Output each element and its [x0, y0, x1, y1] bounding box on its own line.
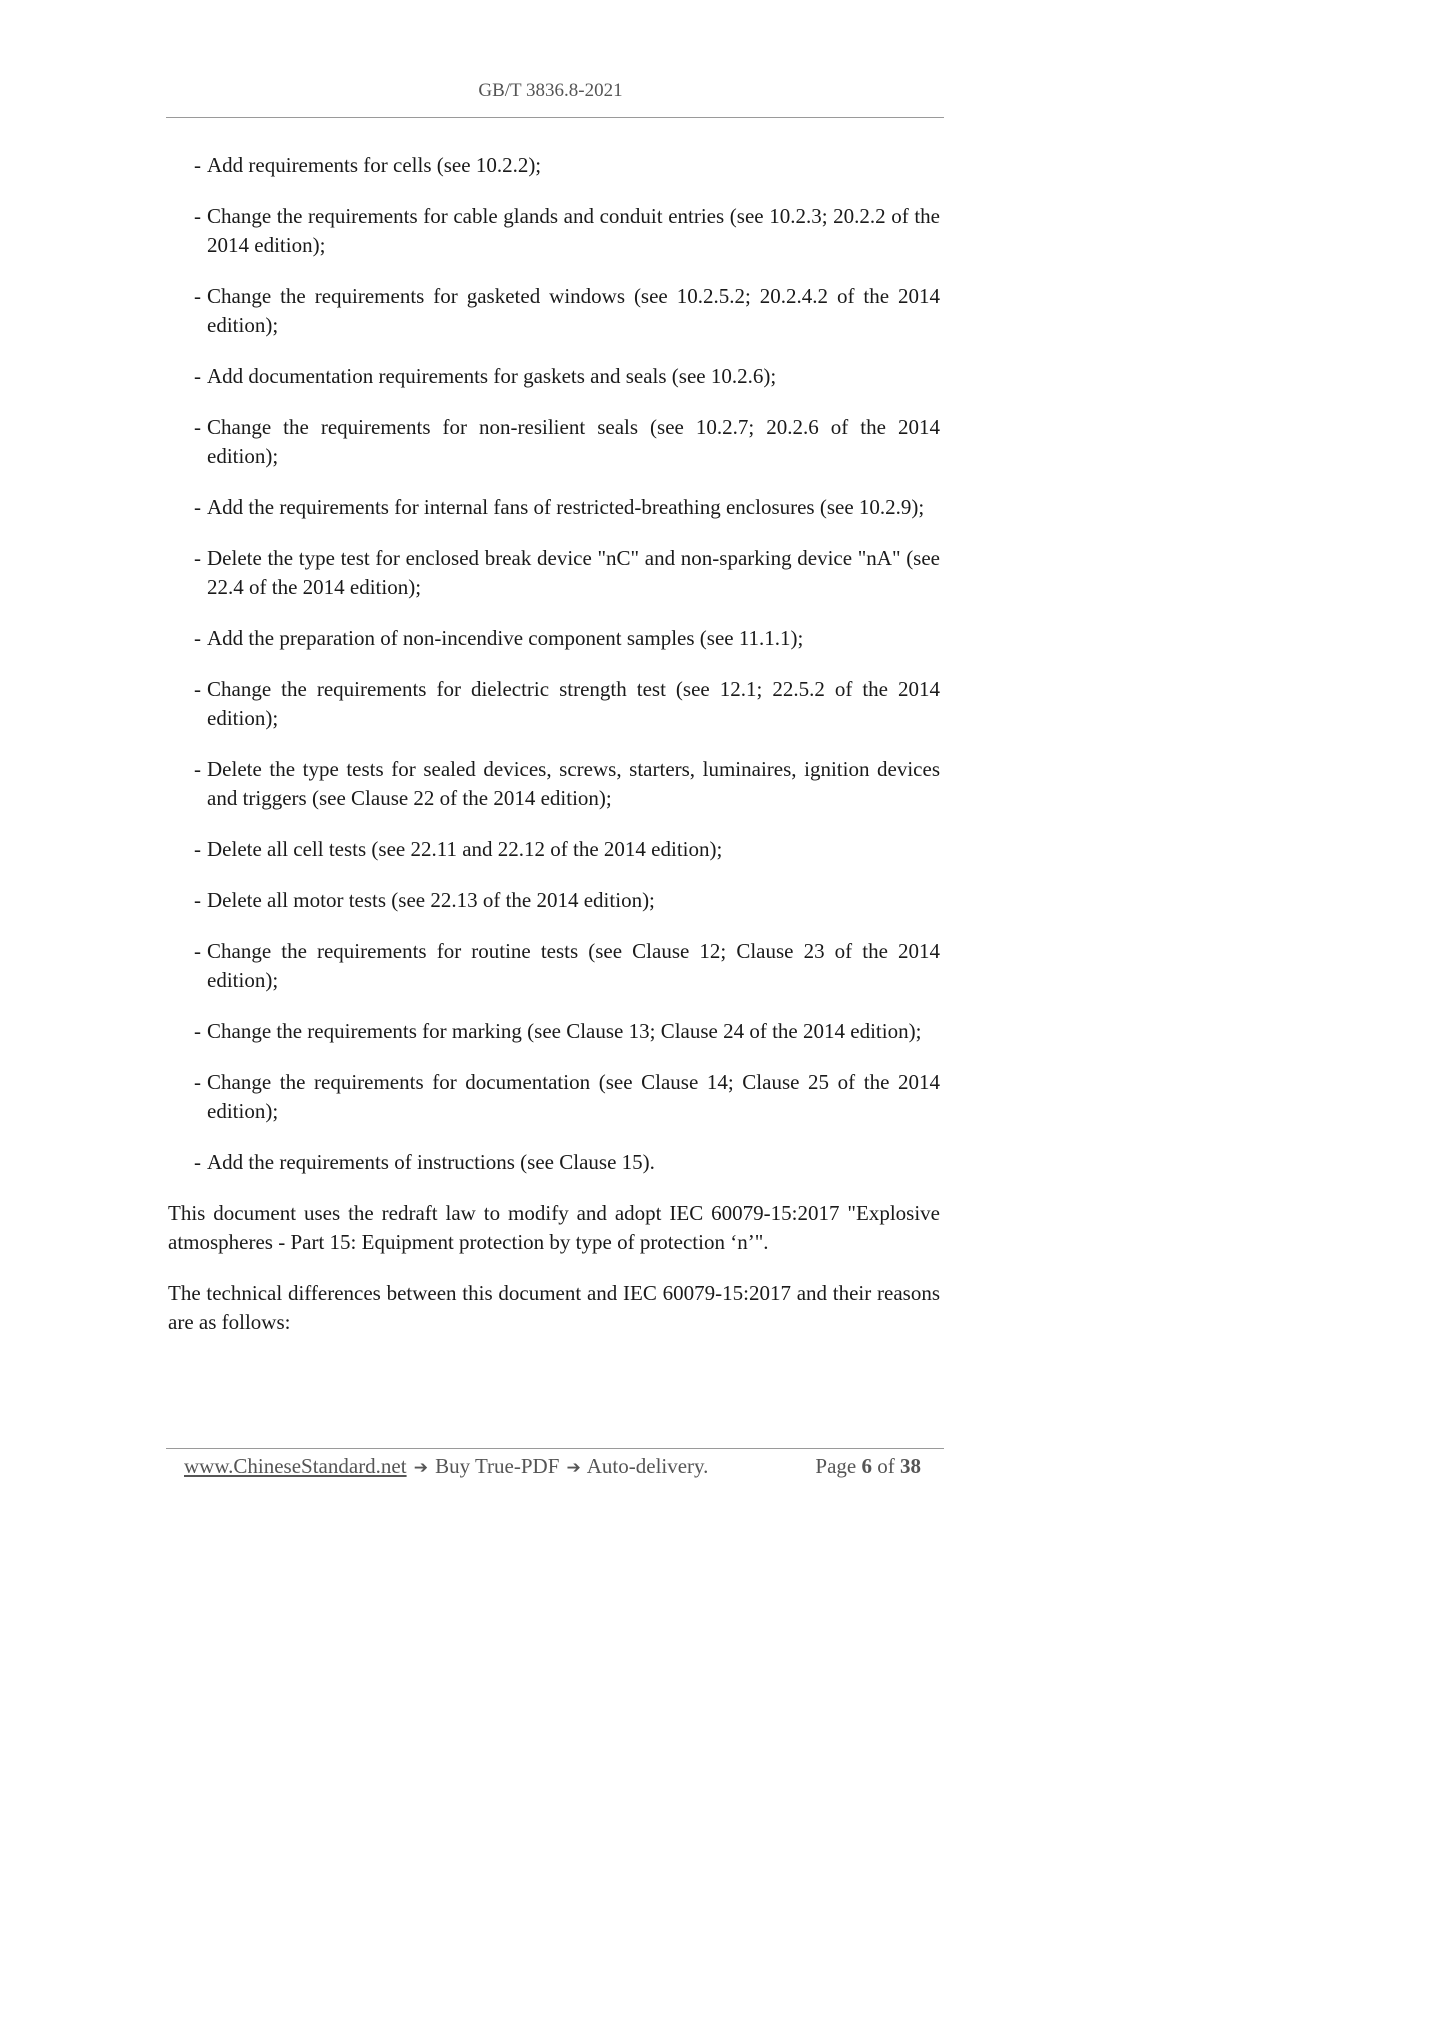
list-item — [168, 362, 940, 391]
bullet-dash: - — [194, 153, 201, 177]
list-item-text: Change the requirements for cable glands and conduit entries (see 10.2.3; 20.2.2 of the 2014 edition); — [207, 204, 940, 257]
list-item — [168, 937, 940, 995]
bullet-dash: - — [194, 939, 201, 963]
bullet-dash: - — [194, 837, 201, 861]
page-number — [815, 1451, 921, 1481]
list-item-text: Delete the type tests for sealed devices, screws, starters, luminaires, ignition devices and triggers (see Clause 22 of the 2014 edition); — [207, 757, 940, 810]
right-arrow-icon: ➔ — [566, 1458, 581, 1478]
header-divider — [166, 117, 944, 118]
footer-step-buy: Buy True-PDF — [435, 1454, 560, 1478]
bullet-dash: - — [194, 757, 201, 781]
list-item — [168, 493, 940, 522]
bullet-dash: - — [194, 495, 201, 519]
right-arrow-icon: ➔ — [413, 1458, 428, 1478]
main-content — [168, 151, 940, 1359]
list-item — [168, 1148, 940, 1177]
list-item — [168, 675, 940, 733]
list-item — [168, 624, 940, 653]
page-of-label: of — [877, 1454, 895, 1478]
body-paragraph: This document uses the redraft law to modify and adopt IEC 60079-15:2017 "Explosive atmospheres - Part 15: Equipment protection by type of protection ‘n’". — [168, 1201, 940, 1254]
list-item — [168, 1017, 940, 1046]
list-item — [168, 835, 940, 864]
list-item — [168, 886, 940, 915]
bullet-dash: - — [194, 364, 201, 388]
list-item — [168, 202, 940, 260]
page-footer — [184, 1451, 924, 1481]
list-item-text: Change the requirements for routine tests (see Clause 12; Clause 23 of the 2014 edition); — [207, 939, 940, 992]
footer-promo — [184, 1451, 708, 1483]
page-label: Page — [815, 1454, 857, 1478]
list-item — [168, 282, 940, 340]
bullet-dash: - — [194, 677, 201, 701]
list-item-text: Change the requirements for gasketed windows (see 10.2.5.2; 20.2.4.2 of the 2014 edition); — [207, 284, 940, 337]
list-item — [168, 1068, 940, 1126]
bullet-dash: - — [194, 546, 201, 570]
page-current: 6 — [861, 1454, 872, 1478]
bullet-dash: - — [194, 415, 201, 439]
list-item — [168, 413, 940, 471]
bullet-dash: - — [194, 204, 201, 228]
list-item-text: Delete all motor tests (see 22.13 of the 2014 edition); — [207, 888, 655, 912]
bullet-dash: - — [194, 626, 201, 650]
bullet-dash: - — [194, 1070, 201, 1094]
site-link[interactable]: www.ChineseStandard.net — [184, 1454, 407, 1478]
list-item-text: Delete the type test for enclosed break device "nC" and non-sparking device "nA" (see 22.4 of the 2014 edition); — [207, 546, 940, 599]
list-item-text: Change the requirements for documentation (see Clause 14; Clause 25 of the 2014 edition); — [207, 1070, 940, 1123]
list-item — [168, 755, 940, 813]
list-item-text: Change the requirements for marking (see Clause 13; Clause 24 of the 2014 edition); — [207, 1019, 922, 1043]
footer-divider — [166, 1448, 944, 1449]
bullet-dash: - — [194, 284, 201, 308]
list-item-text: Change the requirements for dielectric strength test (see 12.1; 22.5.2 of the 2014 edition); — [207, 677, 940, 730]
list-item — [168, 151, 940, 180]
page-total: 38 — [900, 1454, 921, 1478]
list-item-text: Add the requirements for internal fans of restricted-breathing enclosures (see 10.2.9); — [207, 495, 925, 519]
list-item-text: Add requirements for cells (see 10.2.2); — [207, 153, 542, 177]
list-item-text: Delete all cell tests (see 22.11 and 22.12 of the 2014 edition); — [207, 837, 723, 861]
document-id-header: GB/T 3836.8-2021 — [478, 80, 623, 101]
bullet-dash: - — [194, 1019, 201, 1043]
list-item-text: Add the requirements of instructions (see Clause 15). — [207, 1150, 655, 1174]
body-paragraph: The technical differences between this document and IEC 60079-15:2017 and their reasons are as follows: — [168, 1281, 940, 1334]
bullet-dash: - — [194, 1150, 201, 1174]
list-item-text: Change the requirements for non-resilient seals (see 10.2.7; 20.2.6 of the 2014 edition); — [207, 415, 940, 468]
list-item-text: Add documentation requirements for gaskets and seals (see 10.2.6); — [207, 364, 777, 388]
footer-step-delivery: Auto-delivery. — [586, 1454, 709, 1478]
bullet-dash: - — [194, 888, 201, 912]
list-item — [168, 544, 940, 602]
list-item-text: Add the preparation of non-incendive component samples (see 11.1.1); — [207, 626, 804, 650]
